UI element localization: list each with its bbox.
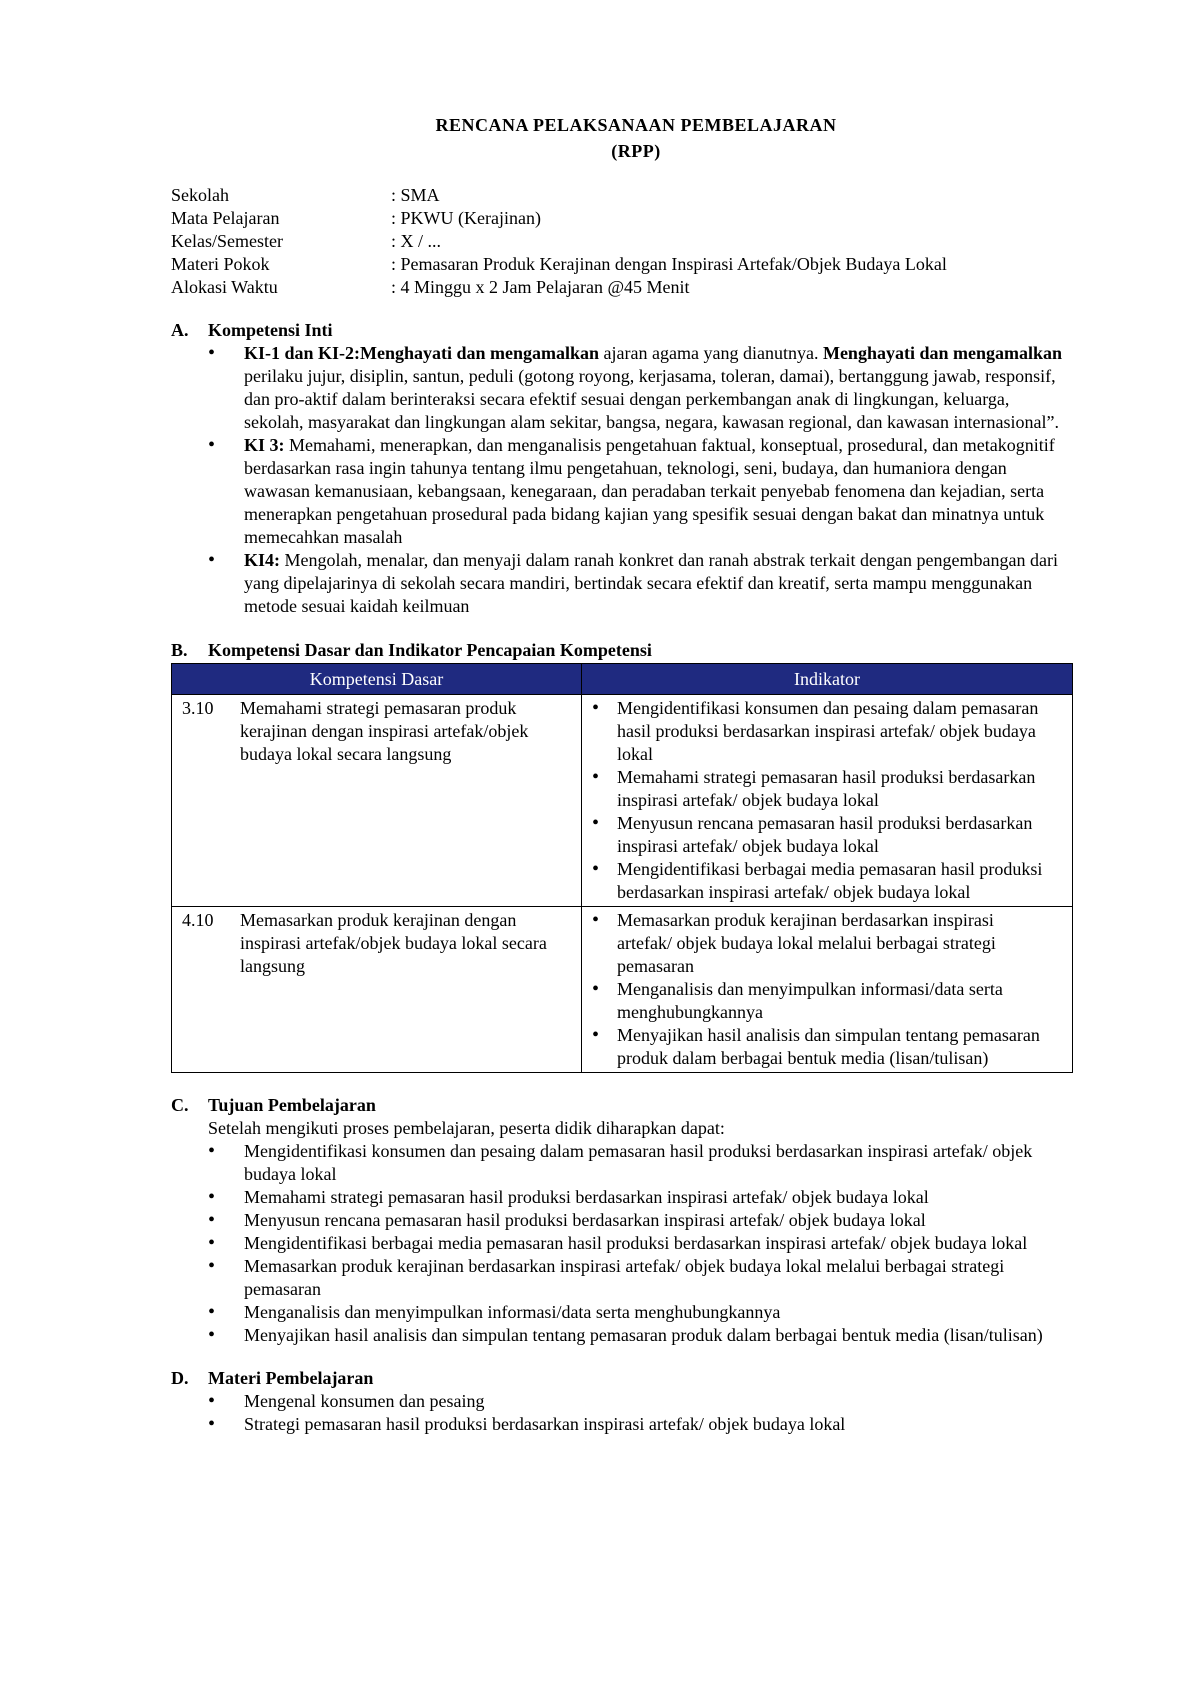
col-header-indikator: Indikator — [582, 664, 1073, 695]
section-letter: B. — [171, 640, 188, 660]
identity-block — [171, 184, 1071, 299]
identity-row — [171, 276, 1071, 299]
identity-value: : X / ... — [391, 231, 442, 251]
list-item: • Mengidentifikasi konsumen dan pesaing dalam pemasaran hasil produksi berdasarkan inspirasi artefak/ objek budaya lokal — [582, 697, 1072, 766]
indicator-cell — [582, 907, 1073, 1073]
list-item: • Menyusun rencana pemasaran hasil produksi berdasarkan inspirasi artefak/ objek budaya lokal — [582, 812, 1072, 858]
ki-emphasis: Menghayati dan mengamalkan — [822, 343, 1062, 363]
section-kompetensi-inti — [171, 319, 1071, 618]
section-tujuan-pembelajaran — [171, 1094, 1071, 1347]
list-item: • Memahami strategi pemasaran hasil produksi berdasarkan inspirasi artefak/ objek budaya lokal — [208, 1186, 1071, 1209]
document-page — [171, 112, 1071, 1436]
list-item: • Mengidentifikasi konsumen dan pesaing dalam pemasaran hasil produksi berdasarkan inspirasi artefak/ objek budaya lokal — [208, 1140, 1071, 1186]
tujuan-list — [208, 1140, 1071, 1347]
identity-label: Sekolah — [171, 185, 229, 205]
list-item: • Menyajikan hasil analisis dan simpulan tentang pemasaran produk dalam berbagai bentuk media (lisan/tulisan) — [582, 1024, 1072, 1070]
section-kompetensi-dasar — [171, 639, 1071, 1073]
section-title: Materi Pembelajaran — [208, 1368, 374, 1388]
identity-label: Materi Pokok — [171, 254, 270, 274]
ki-text: Memahami, menerapkan, dan menganalisis pengetahuan faktual, konseptual, prosedural, dan metakognitif berdasarkan rasa ingin tahunya tentang ilmu pengetahuan, teknologi, seni, budaya, dan humaniora dengan wawasan kemanusiaan, kebangsaan, kenegaraan, dan peradaban terkait penyebab fenomena dan kejadian, serta menerapkan pengetahuan prosedural pada bidang kajian yang spesifik sesuai dengan bakat dan minatnya untuk memecahkan masalah — [244, 435, 1055, 547]
ki-text: perilaku jujur, disiplin, santun, peduli (gotong royong, kerjasama, toleran, damai), bertanggung jawab, responsif, dan pro-aktif dalam berinteraksi secara efektif sesuai dengan perkembangan anak di lingkungan, keluarga, sekolah, masyarakat dan lingkungan alam sekitar, bangsa, negara, kawasan regional, dan kawasan internasional”. — [244, 366, 1059, 432]
identity-label: Kelas/Semester — [171, 231, 283, 251]
col-header-kd: Kompetensi Dasar — [172, 664, 582, 695]
kd-number: 4.10 — [182, 910, 214, 930]
title-line-2: (RPP) — [611, 141, 661, 161]
section-heading — [171, 1367, 1071, 1390]
identity-value: : PKWU (Kerajinan) — [391, 208, 541, 228]
section-heading — [171, 639, 1071, 662]
table-row — [172, 907, 1073, 1073]
list-item — [208, 434, 1071, 549]
ki-list — [208, 342, 1071, 618]
list-item: • Memahami strategi pemasaran hasil produksi berdasarkan inspirasi artefak/ objek budaya lokal — [582, 766, 1072, 812]
identity-row — [171, 207, 1071, 230]
list-item: • Menganalisis dan menyimpulkan informasi/data serta menghubungkannya — [582, 978, 1072, 1024]
identity-row — [171, 230, 1071, 253]
section-title: Kompetensi Inti — [208, 320, 333, 340]
section-letter: D. — [171, 1368, 189, 1388]
kd-cell — [172, 695, 582, 907]
kd-text: Memahami strategi pemasaran produk kerajinan dengan inspirasi artefak/objek budaya lokal secara langsung — [240, 698, 529, 764]
identity-value: : Pemasaran Produk Kerajinan dengan Inspirasi Artefak/Objek Budaya Lokal — [391, 254, 947, 274]
section-heading — [171, 1094, 1071, 1117]
ki-text: ajaran agama yang dianutnya. — [599, 343, 823, 363]
identity-label: Mata Pelajaran — [171, 208, 280, 228]
list-item: • Menyajikan hasil analisis dan simpulan tentang pemasaran produk dalam berbagai bentuk media (lisan/tulisan) — [208, 1324, 1071, 1347]
materi-list — [208, 1390, 1071, 1436]
title-line-1: RENCANA PELAKSANAAN PEMBELAJARAN — [435, 115, 837, 135]
section-heading — [171, 319, 1071, 342]
section-intro: Setelah mengikuti proses pembelajaran, peserta didik diharapkan dapat: — [208, 1118, 725, 1138]
ki-text: Mengolah, menalar, dan menyaji dalam ranah konkret dan ranah abstrak terkait dengan pengembangan dari yang dipelajarinya di sekolah secara mandiri, bertindak secara efektif dan kreatif, serta mampu menggunakan metode sesuai kaidah keilmuan — [244, 550, 1058, 616]
identity-value: : 4 Minggu x 2 Jam Pelajaran @45 Menit — [391, 277, 690, 297]
identity-label: Alokasi Waktu — [171, 277, 278, 297]
list-item — [208, 549, 1071, 618]
list-item: • Memasarkan produk kerajinan berdasarkan inspirasi artefak/ objek budaya lokal melalui berbagai strategi pemasaran — [582, 909, 1072, 978]
indicator-cell — [582, 695, 1073, 907]
list-item: • Strategi pemasaran hasil produksi berdasarkan inspirasi artefak/ objek budaya lokal — [208, 1413, 1071, 1436]
table-header-row — [172, 664, 1073, 695]
list-item: • Mengenal konsumen dan pesaing — [208, 1390, 1071, 1413]
kd-number: 3.10 — [182, 698, 214, 718]
section-title: Kompetensi Dasar dan Indikator Pencapaian Kompetensi — [208, 640, 652, 660]
list-item: • Memasarkan produk kerajinan berdasarkan inspirasi artefak/ objek budaya lokal melalui berbagai strategi pemasaran — [208, 1255, 1071, 1301]
identity-row — [171, 253, 1071, 276]
section-letter: C. — [171, 1095, 189, 1115]
list-item — [208, 342, 1071, 434]
kd-table — [171, 663, 1073, 1073]
section-materi-pembelajaran — [171, 1367, 1071, 1436]
list-item: • Menganalisis dan menyimpulkan informasi/data serta menghubungkannya — [208, 1301, 1071, 1324]
identity-row — [171, 184, 1071, 207]
indicator-list — [582, 697, 1072, 904]
ki-label: KI-1 dan KI-2:Menghayati dan mengamalkan — [244, 343, 600, 363]
kd-text: Memasarkan produk kerajinan dengan inspirasi artefak/objek budaya lokal secara langsung — [240, 910, 547, 976]
kd-cell — [172, 907, 582, 1073]
section-title: Tujuan Pembelajaran — [208, 1095, 376, 1115]
section-letter: A. — [171, 320, 189, 340]
list-item: • Mengidentifikasi berbagai media pemasaran hasil produksi berdasarkan inspirasi artefak/ objek budaya lokal — [208, 1232, 1071, 1255]
list-item: • Menyusun rencana pemasaran hasil produksi berdasarkan inspirasi artefak/ objek budaya lokal — [208, 1209, 1071, 1232]
ki-label: KI 3: — [244, 435, 285, 455]
document-title — [201, 112, 1071, 164]
indicator-list — [582, 909, 1072, 1070]
identity-value: : SMA — [391, 185, 440, 205]
ki-label: KI4: — [244, 550, 280, 570]
table-row — [172, 695, 1073, 907]
list-item: • Mengidentifikasi berbagai media pemasaran hasil produksi berdasarkan inspirasi artefak/ objek budaya lokal — [582, 858, 1072, 904]
